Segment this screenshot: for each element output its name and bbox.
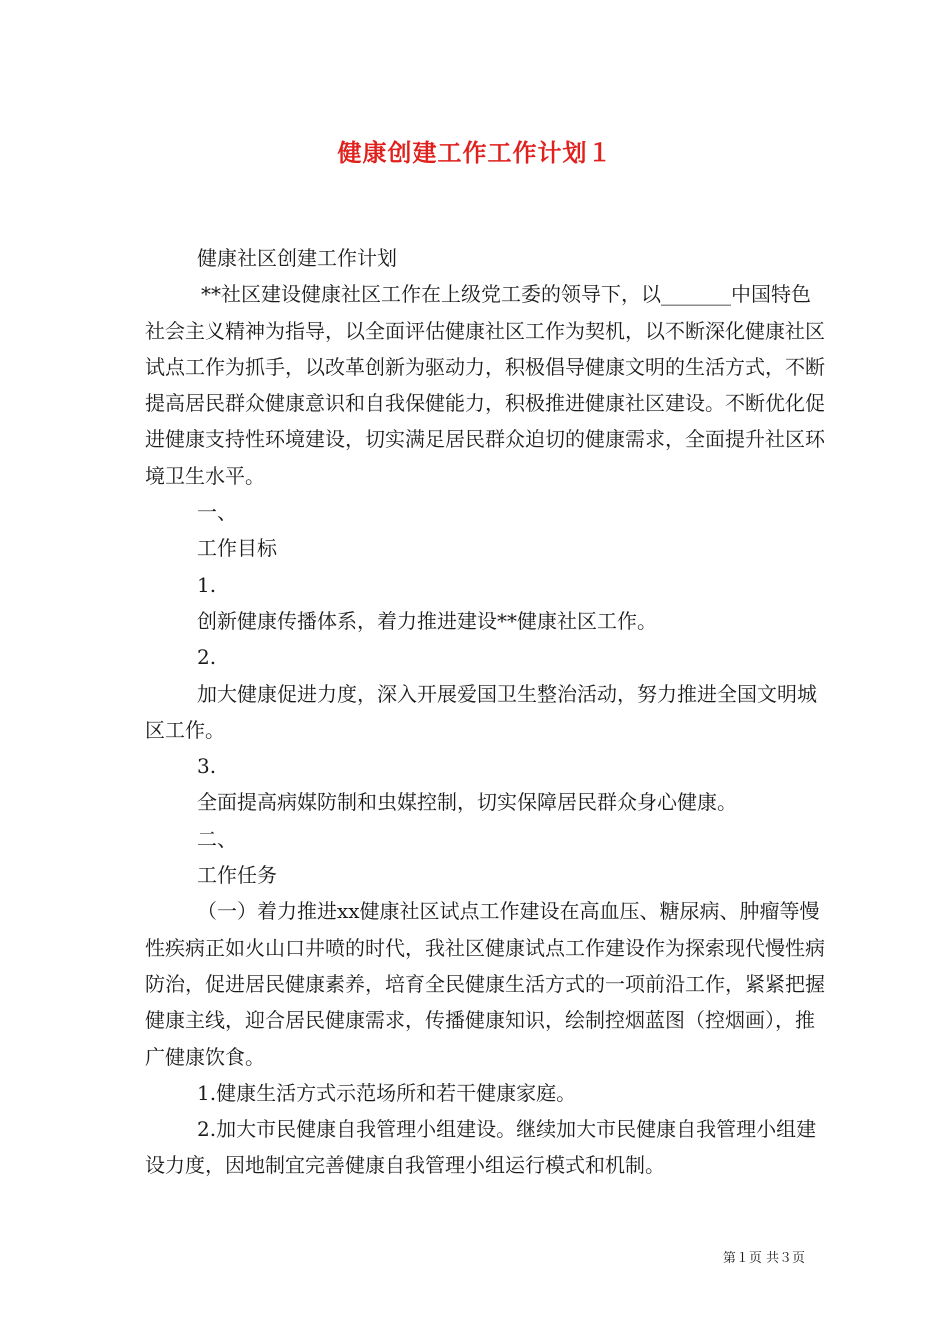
document-body [145,240,825,1184]
list-item: 加大健康促进力度，深入开展爱国卫生整治活动，努力推进全国文明城区工作。 [145,681,817,742]
page-title: 健康创建工作工作计划１ [337,138,613,167]
list-item: 创新健康传播体系，着力推进建设**健康社区工作。 [197,608,657,633]
paragraph: 健康社区创建工作计划 [197,246,397,270]
list-number: 2. [197,645,217,670]
list-number: 1. [197,572,217,597]
list-number: 3. [197,754,217,779]
list-item: 全面提高病媒防制和虫媒控制，切实保障居民群众身心健康。 [197,790,737,815]
section-number: 一、 [197,500,237,525]
section-heading: 工作目标 [197,536,277,561]
section-heading: 工作任务 [197,863,277,888]
page-number-footer: 第１页 共３页 [722,1251,805,1266]
paragraph: **社区建设健康社区工作在上级党工委的领导下，以_______中国特色社会主义精神为指导，以全面评估健康社区工作为契机，以不断深化健康社区试点工作为抓手，以改革创新为驱动力，积极倡导健康文明的生活方式，不断提高居民群众健康意识和自我保健能力，积极推进健康社区建设。不断优化促进健康支持性环境建设，切实满足居民群众迫切的健康需求，全面提升社区环境卫生水平。 [145,282,825,488]
section-number: 二、 [197,826,237,851]
paragraph: （一）着力推进xx健康社区试点工作建设在高血压、糖尿病、肿瘤等慢性疾病正如火山口井喷的时代，我社区健康试点工作建设作为探索现代慢性病防治，促进居民健康素养，培育全民健康生活方式的一项前沿工作，紧紧把握健康主线，迎合居民健康需求，传播健康知识，绘制控烟蓝图（控烟画），推广健康饮食。 [145,899,825,1069]
list-item: 1.健康生活方式示范场所和若干健康家庭。 [197,1080,577,1105]
list-item: 2.加大市民健康自我管理小组建设。继续加大市民健康自我管理小组建设力度，因地制宜完善健康自我管理小组运行模式和机制。 [145,1117,817,1178]
